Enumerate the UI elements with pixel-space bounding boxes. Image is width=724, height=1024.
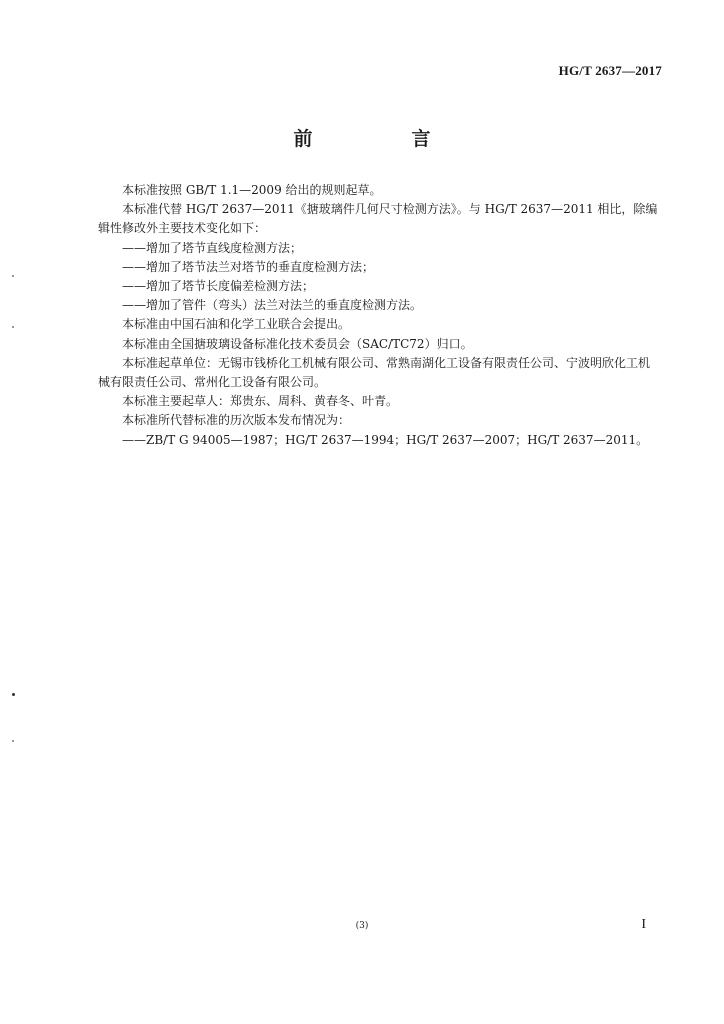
paragraph-drafters: 本标准主要起草人：郑贵东、周科、黄春冬、叶青。: [122, 394, 399, 409]
page-title: 前 言: [293, 128, 471, 150]
paragraph-drafting-rules: 本标准按照 GB/T 1.1—2009 给出的规则起草。: [122, 183, 382, 197]
paragraph-history: 本标准所代替标准的历次版本发布情况为：: [122, 413, 351, 428]
change-item: ——增加了塔节直线度检测方法；: [122, 240, 303, 255]
center-page-number: (3): [355, 921, 369, 931]
paragraph-proposer: 本标准由中国石油和化学工业联合会提出。: [122, 317, 351, 332]
scan-speck: [12, 693, 15, 696]
paragraph-drafting-units: 本标准起草单位：无锡市钱桥化工机械有限公司、常熟南湖化工设备有限责任公司、宁波明欣化工机械有限责任公司、常州化工设备有限公司。: [98, 355, 651, 390]
roman-page-number: I: [641, 917, 646, 932]
scan-speck: [12, 275, 14, 277]
scan-speck: [12, 740, 14, 742]
foreword-body: [98, 181, 658, 450]
change-item: ——增加了塔节法兰对塔节的垂直度检测方法；: [122, 259, 375, 274]
scan-speck: [12, 326, 14, 328]
history-versions: ——ZB/T G 94005—1987；HG/T 2637—1994；HG/T 2637—2007；HG/T 2637—2011。: [122, 432, 649, 447]
standard-code: HG/T 2637—2017: [558, 63, 662, 78]
paragraph-replacement: 本标准代替 HG/T 2637—2011《搪玻璃件几何尺寸检测方法》。与 HG/T 2637—2011 相比，除编辑性修改外主要技术变化如下：: [98, 202, 658, 236]
paragraph-committee: 本标准由全国搪玻璃设备标准化技术委员会（SAC/TC72）归口。: [122, 336, 473, 351]
change-item: ——增加了管件（弯头）法兰对法兰的垂直度检测方法。: [122, 298, 423, 313]
change-item: ——增加了塔节长度偏差检测方法；: [122, 279, 315, 294]
